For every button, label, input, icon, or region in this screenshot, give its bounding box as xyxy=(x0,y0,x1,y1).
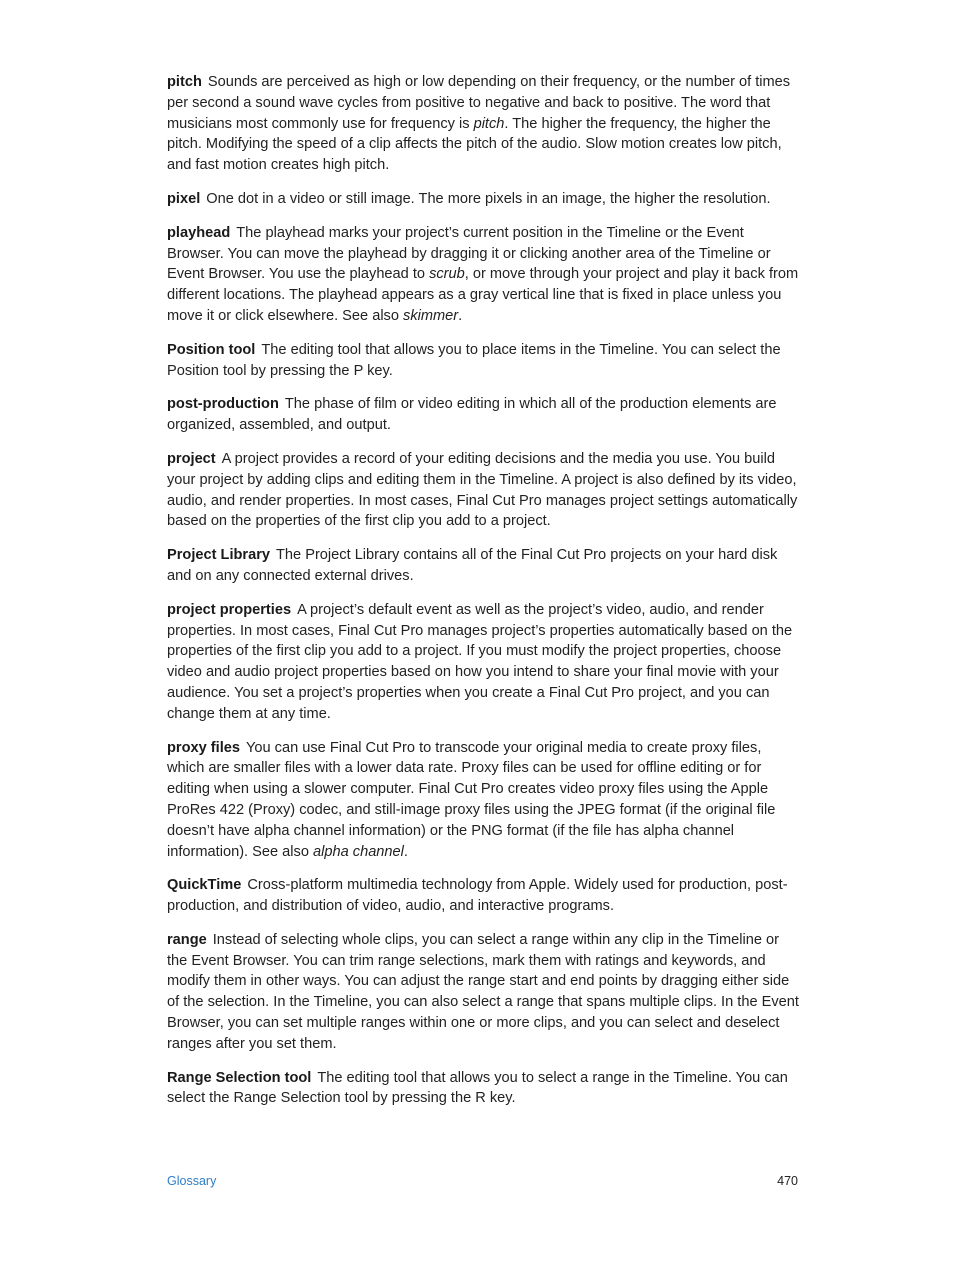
glossary-definition-text: The editing tool that allows you to place items in the Timeline. You can select the Position tool by pressing the P key. xyxy=(167,341,781,379)
glossary-definition-text: The Project Library contains all of the Final Cut Pro projects on your hard disk and on any connected external drives. xyxy=(167,547,778,584)
glossary-entry xyxy=(167,738,799,863)
glossary-entry xyxy=(167,545,799,587)
glossary-term: post-production xyxy=(167,396,279,413)
glossary-term: range xyxy=(167,931,207,948)
glossary-definition-text: , or move through your project and play it back from different locations. The playhead appears as a gray vertical line that is fixed in place unless you move it or click elsewhere. See also xyxy=(167,266,799,324)
glossary-entry xyxy=(167,1068,799,1110)
glossary-term: proxy files xyxy=(167,739,240,756)
glossary-term: project properties xyxy=(167,601,292,618)
glossary-entry xyxy=(167,449,799,532)
glossary-definition-text: . xyxy=(403,843,408,860)
footer-section-link[interactable]: Glossary xyxy=(167,1174,217,1188)
glossary-entry xyxy=(167,223,799,327)
glossary-definition-text: The playhead marks your project’s current position in the Timeline or the Event Browser. You can move the playhead by dragging it or clicking another area of the Timeline or Event Browser. You use the playhead to xyxy=(167,224,771,283)
glossary-term: pitch xyxy=(167,74,202,90)
glossary-term: project xyxy=(167,450,216,467)
glossary-entry xyxy=(167,600,799,725)
glossary-term: Position tool xyxy=(167,341,256,358)
glossary-crossref: scrub xyxy=(429,266,465,283)
glossary-entry xyxy=(167,930,799,1055)
glossary-definition-text: The phase of film or video editing in which all of the production elements are organized, assembled, and output. xyxy=(167,396,777,434)
glossary-term: playhead xyxy=(167,224,231,241)
glossary-content xyxy=(167,72,799,1122)
glossary-definition-text: . xyxy=(458,307,463,324)
glossary-definition-text: Sounds are perceived as high or low depending on their frequency, or the number of times per second a sound wave cycles from positive to negative and back to positive. The word that musicians most commonly use for frequency is xyxy=(167,74,791,132)
glossary-definition-text: A project’s default event as well as the project’s video, audio, and render properties. In most cases, Final Cut Pro manages project’s properties automatically based on the properties of the first clip you add to a project. If you must modify the project properties, choose video and audio project properties based on how you intend to share your final movie with your audience. You set a project’s properties when you create a Final Cut Pro project, and you can change them at any time. xyxy=(167,601,793,722)
glossary-term: pixel xyxy=(167,190,201,207)
glossary-term: Project Library xyxy=(167,547,271,564)
glossary-crossref: pitch xyxy=(473,115,505,132)
glossary-definition-text: You can use Final Cut Pro to transcode your original media to create proxy files, which are smaller files with a lower data rate. Proxy files can be used for offline editing or for editing when using a slower computer. Final Cut Pro creates video proxy files using the Apple ProRes 422 (Proxy) codec, and still-image proxy files using the JPEG format (if the original file doesn’t have alpha channel information) or the PNG format (if the file has alpha channel information). See also xyxy=(167,739,776,860)
glossary-definition-text: Instead of selecting whole clips, you can select a range within any clip in the Timeline or the Event Browser. You can trim range selections, mark them with ratings and keywords, and modify them in other ways. You can adjust the range start and end points by dragging either side of the selection. In the Timeline, you can also select a range that spans multiple clips. In the Event Browser, you can set multiple ranges within one or more clips, and you can select and deselect ranges after you set them. xyxy=(167,931,799,1052)
glossary-entry xyxy=(167,394,799,436)
glossary-definition-text: Cross-platform multimedia technology from Apple. Widely used for production, post-production, and distribution of video, audio, and interactive programs. xyxy=(167,877,788,915)
glossary-definition-text: . The higher the frequency, the higher the pitch. Modifying the speed of a clip affects the pitch of the audio. Slow motion creates low pitch, and fast motion creates high pitch. xyxy=(167,115,782,174)
glossary-definition-text: One dot in a video or still image. The more pixels in an image, the higher the resolution. xyxy=(206,190,771,207)
glossary-entry xyxy=(167,72,799,176)
glossary-term: Range Selection tool xyxy=(167,1069,312,1086)
glossary-crossref: alpha channel xyxy=(313,843,404,860)
glossary-crossref: skimmer xyxy=(403,307,459,324)
page-number: 470 xyxy=(777,1174,798,1188)
glossary-entry xyxy=(167,875,799,917)
glossary-term: QuickTime xyxy=(167,877,242,894)
glossary-entry xyxy=(167,340,799,382)
glossary-entry xyxy=(167,189,799,210)
glossary-definition-text: The editing tool that allows you to select a range in the Timeline. You can select the Range Selection tool by pressing the R key. xyxy=(167,1069,788,1107)
glossary-definition-text: A project provides a record of your editing decisions and the media you use. You build your project by adding clips and editing them in the Timeline. A project is also defined by its video, audio, and render properties. In most cases, Final Cut Pro manages project settings automatically based on the properties of the first clip you add to a project. xyxy=(167,450,798,530)
